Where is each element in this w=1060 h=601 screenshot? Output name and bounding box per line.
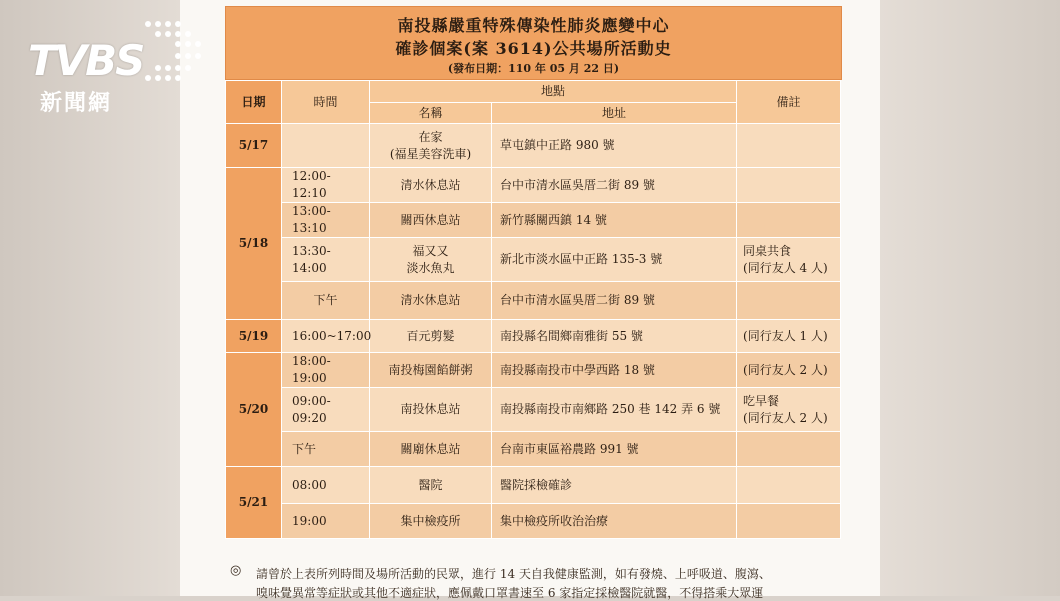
table-row [226, 388, 841, 432]
row-time: 16:00~17:00 [282, 320, 370, 353]
document-header [225, 6, 842, 80]
note-line2: (同行友人 4 人) [743, 260, 828, 275]
row-address: 醫院採檢確診 [492, 467, 737, 504]
row-place-name [370, 238, 492, 282]
row-address: 台中市清水區吳厝二街 89 號 [492, 168, 737, 203]
footnote-line2: 嗅味覺異常等症狀或其他不適症狀，應佩戴口罩書速至 6 家指定採檢醫院就醫，不得搭乘大眾運 [256, 586, 764, 600]
row-time: 08:00 [282, 467, 370, 504]
row-time: 09:00-09:20 [282, 388, 370, 432]
header-date: 日期 [226, 81, 282, 124]
footnote-mark: ◎ [230, 563, 242, 578]
tvbs-logo [28, 16, 208, 116]
row-note [737, 124, 841, 168]
row-address: 台南市東區裕農路 991 號 [492, 432, 737, 467]
row-note [737, 467, 841, 504]
logo-brand: TVBS [28, 36, 144, 85]
row-place-name: 關西休息站 [370, 203, 492, 238]
row-time: 19:00 [282, 504, 370, 539]
row-time: 下午 [282, 432, 370, 467]
row-address: 南投縣南投市中學西路 18 號 [492, 353, 737, 388]
publish-date: (發布日期：110 年 05 月 22 日) [447, 62, 620, 75]
footnote-line1: 請曾於上表所列時間及場所活動的民眾，進行 14 天自我健康監測，如有發燒、上呼吸道、腹瀉、 [256, 567, 771, 581]
header-note: 備註 [737, 81, 841, 124]
background-right [860, 0, 1060, 596]
note-line2: (同行友人 2 人) [743, 410, 828, 425]
table-row [226, 504, 841, 539]
row-place-name: 南投休息站 [370, 388, 492, 432]
note-line1: 同桌共食 [743, 243, 792, 258]
row-note [737, 432, 841, 467]
row-place-name: 醫院 [370, 467, 492, 504]
table-row [226, 203, 841, 238]
row-date: 5/18 [226, 168, 282, 320]
place-name-line1: 在家 [418, 129, 443, 144]
row-date: 5/17 [226, 124, 282, 168]
note-line1: 吃早餐 [743, 393, 780, 408]
row-address: 新北市淡水區中正路 135-3 號 [492, 238, 737, 282]
row-date: 5/20 [226, 353, 282, 467]
row-address: 新竹縣關西鎮 14 號 [492, 203, 737, 238]
row-note [737, 168, 841, 203]
header-place: 地點 [370, 81, 737, 103]
header-address: 地址 [492, 103, 737, 124]
row-place-name: 關廟休息站 [370, 432, 492, 467]
row-place-name: 清水休息站 [370, 168, 492, 203]
logo-subtitle: 新聞網 [40, 91, 113, 116]
row-place-name: 百元剪髮 [370, 320, 492, 353]
document-title: 南投縣嚴重特殊傳染性肺炎應變中心 [397, 16, 670, 35]
place-name-line2: (福星美容洗車) [389, 146, 472, 161]
table-row [226, 432, 841, 467]
table-row [226, 238, 841, 282]
row-address: 南投縣南投市南鄉路 250 巷 142 弄 6 號 [492, 388, 737, 432]
row-address: 台中市清水區吳厝二街 89 號 [492, 282, 737, 320]
place-name-line2: 淡水魚丸 [406, 260, 455, 275]
row-time: 12:00-12:10 [282, 168, 370, 203]
row-time: 13:00-13:10 [282, 203, 370, 238]
row-date: 5/21 [226, 467, 282, 539]
header-time: 時間 [282, 81, 370, 124]
table-row [226, 467, 841, 504]
row-note [737, 282, 841, 320]
row-note [737, 504, 841, 539]
row-address: 草屯鎮中正路 980 號 [492, 124, 737, 168]
table-row [226, 282, 841, 320]
table-row [226, 124, 841, 168]
table-row [226, 353, 841, 388]
row-time: 13:30-14:00 [282, 238, 370, 282]
row-time [282, 124, 370, 168]
row-place-name: 清水休息站 [370, 282, 492, 320]
row-place-name: 集中檢疫所 [370, 504, 492, 539]
row-note: (同行友人 2 人) [737, 353, 841, 388]
row-address: 集中檢疫所收治治療 [492, 504, 737, 539]
table-row [226, 168, 841, 203]
row-note [737, 203, 841, 238]
row-place-name [370, 124, 492, 168]
document-subtitle: 確診個案(案 3614)公共場所活動史 [395, 39, 672, 58]
activity-table [225, 80, 841, 539]
row-time: 18:00-19:00 [282, 353, 370, 388]
logo-dots-icon [138, 16, 208, 86]
row-note [737, 388, 841, 432]
row-address: 南投縣名間鄉南雅街 55 號 [492, 320, 737, 353]
row-note: (同行友人 1 人) [737, 320, 841, 353]
row-place-name: 南投梅園餡餅粥 [370, 353, 492, 388]
row-note [737, 238, 841, 282]
row-date: 5/19 [226, 320, 282, 353]
place-name-line1: 福又又 [412, 243, 449, 258]
table-row [226, 320, 841, 353]
header-name: 名稱 [370, 103, 492, 124]
row-time: 下午 [282, 282, 370, 320]
